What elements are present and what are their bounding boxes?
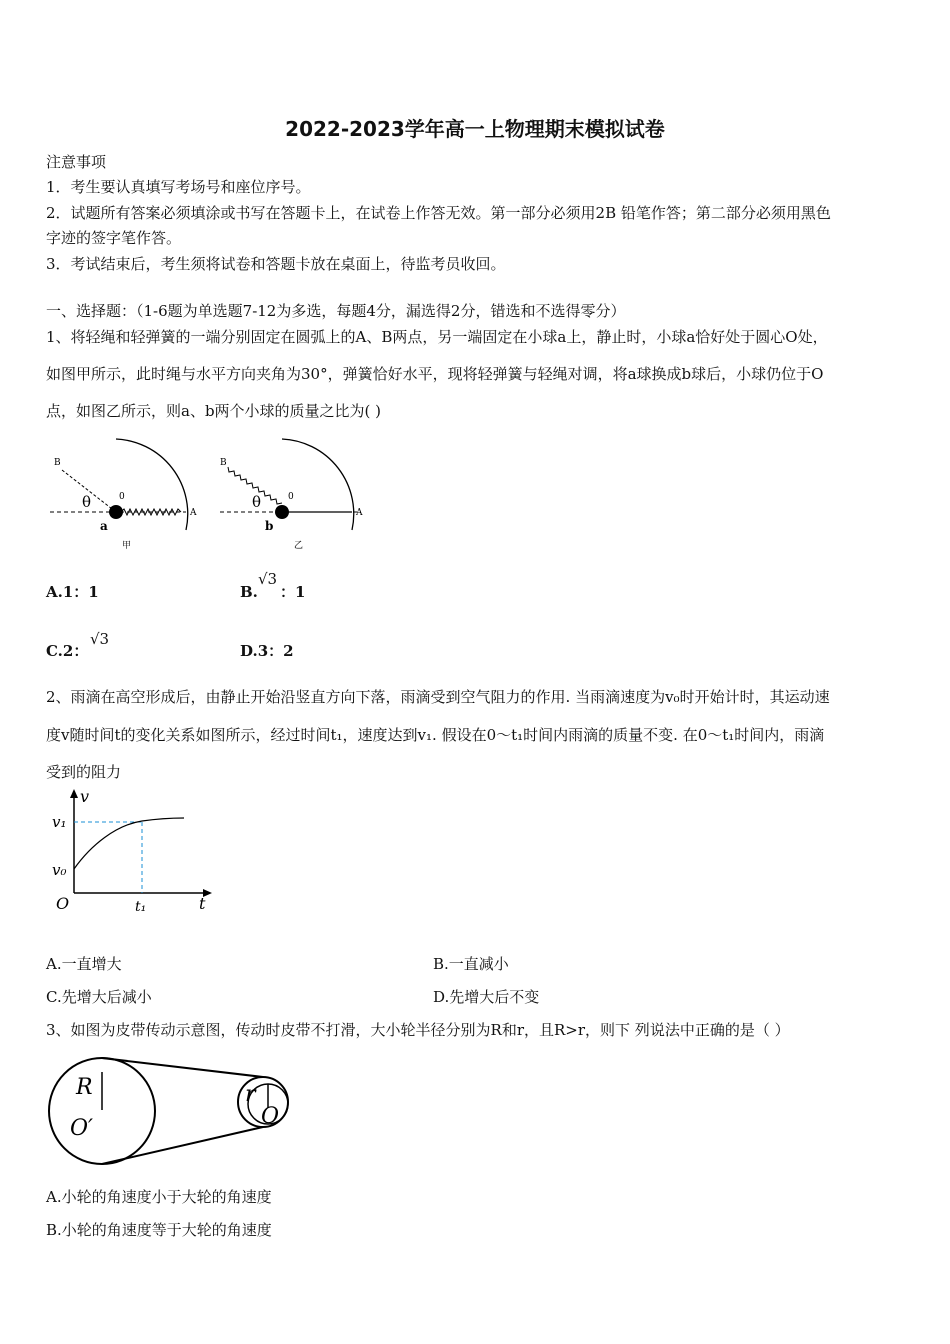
fig-right-A: A bbox=[356, 508, 363, 518]
notice-item-2: 2．试题所有答案必须填涂或书写在答题卡上，在试卷上作答无效。第一部分必须用2B 铅笔作答；第二部分必须用黑色 bbox=[46, 204, 831, 222]
belt-O-label: O bbox=[261, 1104, 280, 1129]
q3-option-b: B.小轮的角速度等于大轮的角速度 bbox=[46, 1221, 272, 1239]
q2-option-b: B.一直减小 bbox=[433, 955, 509, 973]
fig-right-caption: 乙 bbox=[294, 541, 304, 551]
fig-left-O: 0 bbox=[119, 492, 125, 502]
graph-v1-label: v₁ bbox=[52, 813, 67, 831]
q1-figure-left bbox=[46, 435, 216, 555]
q1-option-b-prefix: B. bbox=[240, 583, 258, 601]
graph-t-label: t bbox=[199, 894, 206, 913]
q1-line-2: 如图甲所示，此时绳与水平方向夹角为30°，弹簧恰好水平，现将轻弹簧与轻绳对调，将a球换成b球后，小球仍位于O bbox=[46, 365, 824, 383]
q2-option-d: D.先增大后不变 bbox=[433, 988, 540, 1006]
fig-right-theta: θ bbox=[252, 493, 262, 511]
belt-Oprime-label: O′ bbox=[70, 1116, 94, 1141]
q1-line-3: 点，如图乙所示，则a、b两个小球的质量之比为( ) bbox=[46, 402, 382, 420]
fig-right-O: 0 bbox=[288, 492, 294, 502]
fig-left-caption: 甲 bbox=[122, 541, 132, 551]
fig-left-theta: θ bbox=[82, 493, 92, 511]
notice-item-3: 3．考试结束后，考生须将试卷和答题卡放在桌面上，待监考员收回。 bbox=[46, 255, 506, 273]
q2-option-a: A.一直增大 bbox=[46, 955, 122, 973]
fig-left-A: A bbox=[190, 508, 197, 518]
graph-origin-label: O bbox=[56, 894, 70, 913]
notice-heading: 注意事项 bbox=[46, 153, 107, 171]
q2-line-3: 受到的阻力 bbox=[46, 763, 122, 781]
fig-right-ball: b bbox=[265, 519, 274, 533]
q1-figure-right bbox=[216, 435, 386, 555]
q3-option-a: A.小轮的角速度小于大轮的角速度 bbox=[46, 1188, 272, 1206]
belt-r-label: r bbox=[245, 1082, 256, 1107]
q2-line-1: 2、雨滴在高空形成后，由静止开始沿竖直方向下落，雨滴受到空气阻力的作用. 当雨滴速度为v₀时开始计时，其运动速 bbox=[46, 688, 830, 706]
page-title: 2022-2023学年高一上物理期末模拟试卷 bbox=[285, 117, 665, 141]
graph-t1-label: t₁ bbox=[135, 899, 147, 915]
q2-option-c: C.先增大后减小 bbox=[46, 988, 152, 1006]
q1-option-b-suffix: ：1 bbox=[280, 583, 306, 601]
fig-right-B: B bbox=[220, 458, 227, 468]
q1-option-c-radical: √3 bbox=[90, 630, 110, 648]
q3-belt-figure bbox=[46, 1050, 306, 1175]
section-heading: 一、选择题：（1-6题为单选题7-12为多选，每题4分，漏选得2分，错选和不选得零分） bbox=[46, 302, 626, 320]
q1-option-d: D.3：2 bbox=[240, 642, 294, 660]
fig-left-B: B bbox=[54, 458, 61, 468]
q1-option-c-prefix: C.2： bbox=[46, 642, 89, 660]
q1-line-1: 1、将轻绳和轻弹簧的一端分别固定在圆弧上的A、B两点，另一端固定在小球a上，静止时，小球a恰好处于圆心O处， bbox=[46, 328, 828, 346]
notice-item-1: 1．考生要认真填写考场号和座位序号。 bbox=[46, 178, 311, 196]
graph-v-label: v bbox=[80, 787, 90, 806]
graph-v0-label: v₀ bbox=[52, 861, 67, 879]
q1-option-b-radical: √3 bbox=[258, 570, 278, 588]
fig-left-ball: a bbox=[100, 519, 108, 533]
q2-vt-graph bbox=[46, 785, 226, 915]
belt-R-label: R bbox=[76, 1075, 93, 1100]
q1-option-a: A.1：1 bbox=[46, 583, 99, 601]
q2-line-2: 度v随时间t的变化关系如图所示，经过时间t₁，速度达到v₁. 假设在0～t₁时间内雨滴的质量不变. 在0～t₁时间内，雨滴 bbox=[46, 726, 825, 744]
notice-item-2-cont: 字迹的签字笔作答。 bbox=[46, 229, 182, 247]
q3-line: 3、如图为皮带传动示意图，传动时皮带不打滑，大小轮半径分别为R和r，且R>r，则下 列说法中正确的是（ ） bbox=[46, 1021, 790, 1039]
